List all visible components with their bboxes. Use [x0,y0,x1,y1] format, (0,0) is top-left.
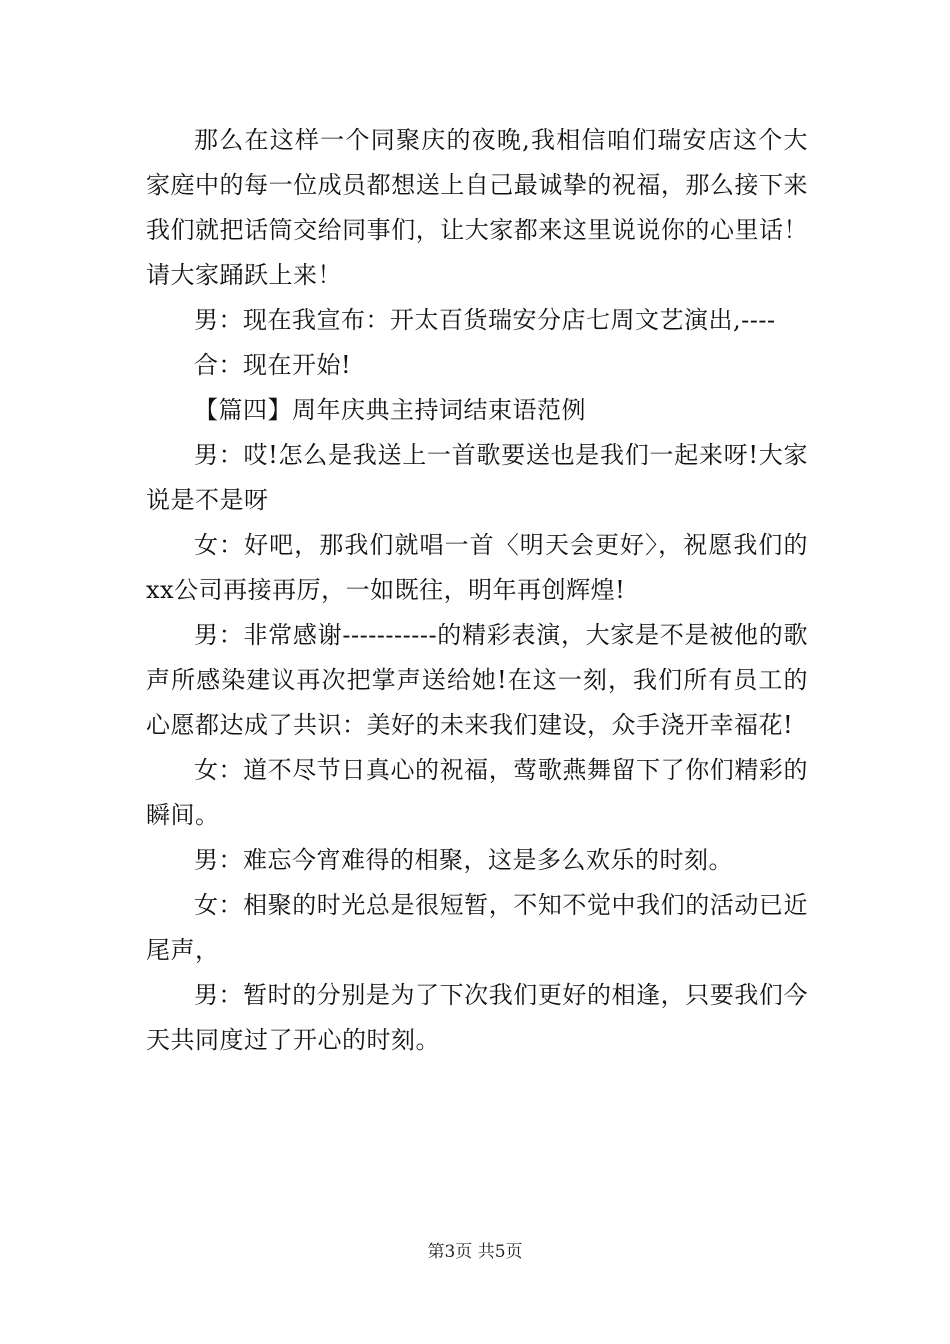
document-body [146,118,808,1063]
paragraph-female-blessing: 女：道不尽节日真心的祝福，莺歌燕舞留下了你们精彩的瞬间。 [146,756,808,829]
paragraph-male-farewell: 男：暂时的分别是为了下次我们更好的相逢，只要我们今天共同度过了开心的时刻。 [146,981,808,1054]
section-heading: 【篇四】周年庆典主持词结束语范例 [194,396,586,424]
paragraph-male-song: 男：哎!怎么是我送上一首歌要送也是我们一起来呀!大家说是不是呀 [146,441,808,514]
paragraph-female-ending: 女：相聚的时光总是很短暂，不知不觉中我们的活动已近尾声， [146,891,808,964]
paragraph-male-thanks: 男：非常感谢-----------的精彩表演，大家是不是被他的歌声所感染建议再次把掌声送给她!在这一刻，我们所有员工的心愿都达成了共识：美好的未来我们建设，众手浇开幸福花! [146,621,808,739]
paragraph-male-memorable: 男：难忘今宵难得的相聚，这是多么欢乐的时刻。 [194,846,733,874]
paragraph-female-song: 女：好吧，那我们就唱一首〈明天会更好〉，祝愿我们的xx公司再接再厉，一如既往，明年再创辉煌! [146,531,808,604]
paragraph-start: 合：现在开始! [194,351,352,379]
paragraph-invitation: 那么在这样一个同聚庆的夜晚,我相信咱们瑞安店这个大家庭中的每一位成员都想送上自己最诚挚的祝福，那么接下来我们就把话筒交给同事们，让大家都来这里说说你的心里话！请大家踊跃上来！ [146,126,808,289]
page-number-footer: 第3页 共5页 [427,1242,523,1262]
paragraph-announcement: 男：现在我宣布：开太百货瑞安分店七周文艺演出,---- [194,306,776,334]
